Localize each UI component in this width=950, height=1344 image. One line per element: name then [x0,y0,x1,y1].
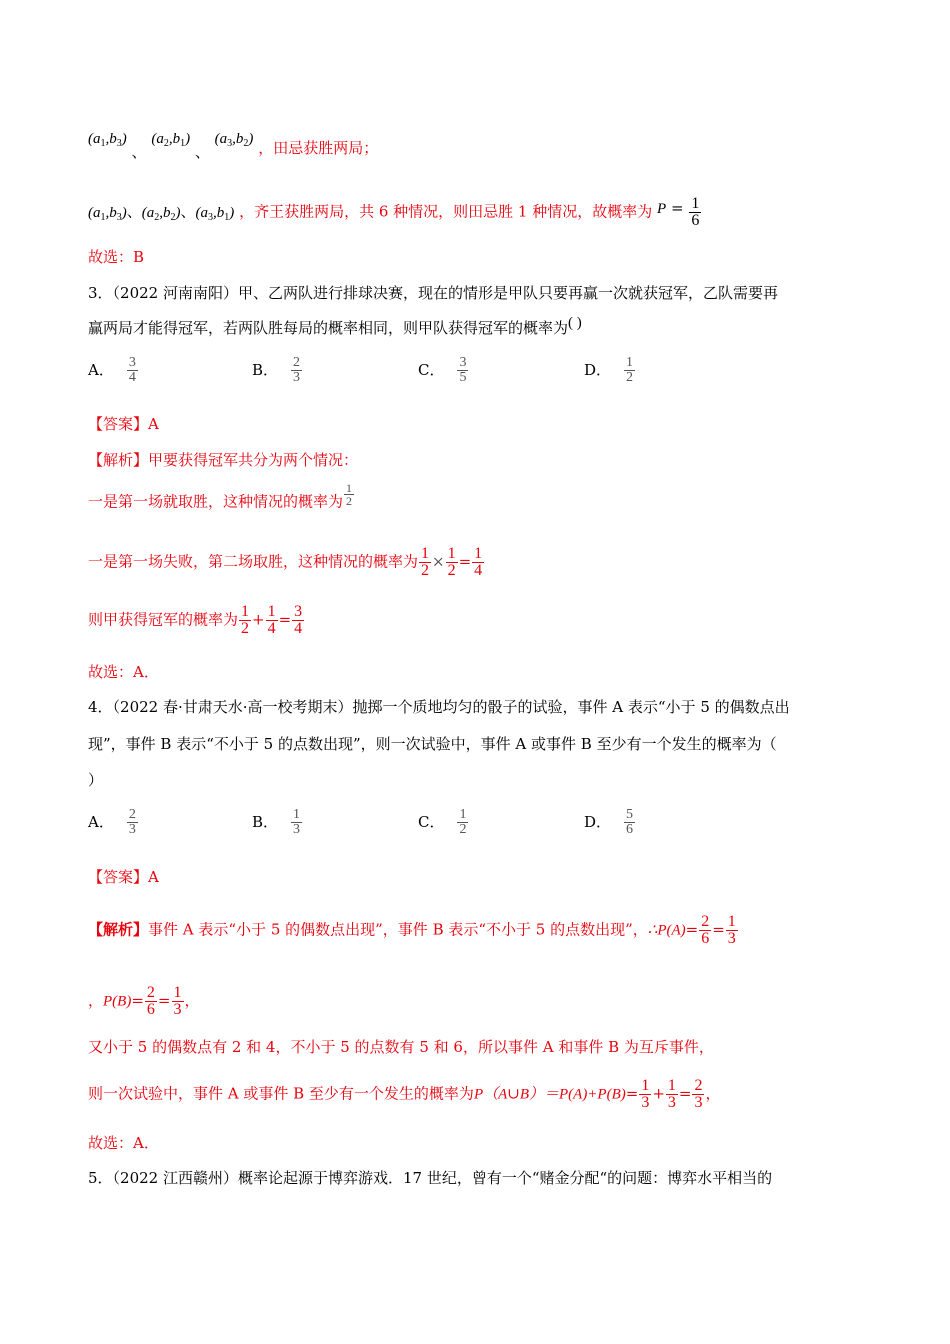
analysis-q4-line-2: ，P(B)= $\frac{2}{6}$ = $\frac{1}{3}$ ， [88,984,200,1018]
q4-option-c[interactable]: C． $\frac{1}{2}$ [418,807,467,837]
question-4-line-3: ） [88,771,104,789]
analysis-q3: 【解析】甲要获得冠军共分为两个情况： [88,451,359,469]
q4-option-a[interactable]: A． $\frac{2}{3}$ [88,807,136,837]
analysis-q3-total: 则甲获得冠军的概率为 $\frac{1}{2}$ + $\frac{1}{4}$ = $\frac{3}{4}$ [88,603,303,637]
choice-line-q2: 故选：B [88,248,145,266]
q3-option-b[interactable]: B． $\frac{2}{3}$ [252,355,301,385]
question-5-line-1: 5．（2022 江西赣州）概率论起源于博弈游戏．17 世纪，曾有一个“赌金分配“的问题：博弈水平相当的 [88,1169,773,1187]
outcome-pairs-line-2: $(a_1,b_3)$、$(a_2,b_2)$、$(a_3,b_1)$ ，齐王获胜两局，共 6 种情况，则田忌胜 1 种情况，故概率为 P = $\frac{1}{6}$ [88,195,700,229]
separator: 、 [131,143,147,161]
q4-option-d[interactable]: D． $\frac{5}{6}$ [584,807,634,837]
answer-q3: 【答案】A [88,415,159,433]
question-3-line-1: 3．（2022 河南南阳）甲、乙两队进行排球决赛，现在的情形是甲队只要再赢一次就获冠军，乙队需要再 [88,284,778,302]
question-4-line-2: 现”，事件 B 表示“不小于 5 的点数出现”，则一次试验中，事件 A 或事件 B 至少有一个发生的概率为（ [88,735,777,753]
q3-option-a[interactable]: A． $\frac{3}{4}$ [88,355,136,385]
tian-wins-text: ，田忌获胜两局； [258,139,379,157]
analysis-q3-case-1: 一是第一场就取胜，这种情况的概率为 $\frac{1}{2}$ [88,481,353,511]
king-wins-text: ，齐王获胜两局，共 6 种情况，则田忌胜 1 种情况，故概率为 [239,202,653,221]
analysis-q4-line-3: 又小于 5 的偶数点有 2 和 4，不小于 5 的点数有 5 和 6，所以事件 A 和事件 B 为互斥事件， [88,1038,714,1056]
choice-line-q4: 故选：A． [88,1134,159,1152]
q3-option-d[interactable]: D． $\frac{1}{2}$ [584,355,634,385]
analysis-q3-case-2: 一是第一场失败，第二场取胜，这种情况的概率为 $\frac{1}{2}$ × $\frac{1}{2}$ = $\frac{1}{4}$ [88,545,483,579]
question-3-line-2: 赢两局才能得冠军，若两队胜每局的概率相同，则甲队获得冠军的概率为( ) [88,315,582,337]
probability-fraction: $\frac{1}{6}$ [691,195,700,229]
outcome-pairs-line-1: $(a_1,b_3)$ 、 $(a_2,b_1)$ 、 $(a_3,b_2)$ ，田忌获胜两局； [88,131,379,161]
answer-q4: 【答案】A [88,868,159,886]
question-4-line-1: 4．（2022 春·甘肃天水·高一校考期末）抛掷一个质地均匀的骰子的试验，事件 A 表示“小于 5 的偶数点出 [88,698,790,716]
analysis-q4-line-1: 【解析】事件 A 表示“小于 5 的偶数点出现”，事件 B 表示“不小于 5 的点数出现”，∴P(A)= $\frac{2}{6}$ = $\frac{1}{3}$ [88,913,736,947]
q3-option-c[interactable]: C． $\frac{3}{5}$ [418,355,467,385]
choice-line-q3: 故选：A． [88,663,159,681]
analysis-q4-line-4: 则一次试验中，事件 A 或事件 B 至少有一个发生的概率为P（A∪B）＝P(A)+P(B)= $\frac{1}{3}$ + $\frac{1}{3}$ = $\frac{2}{3}$ ， [88,1077,721,1111]
q4-option-b[interactable]: B． $\frac{1}{3}$ [252,807,301,837]
